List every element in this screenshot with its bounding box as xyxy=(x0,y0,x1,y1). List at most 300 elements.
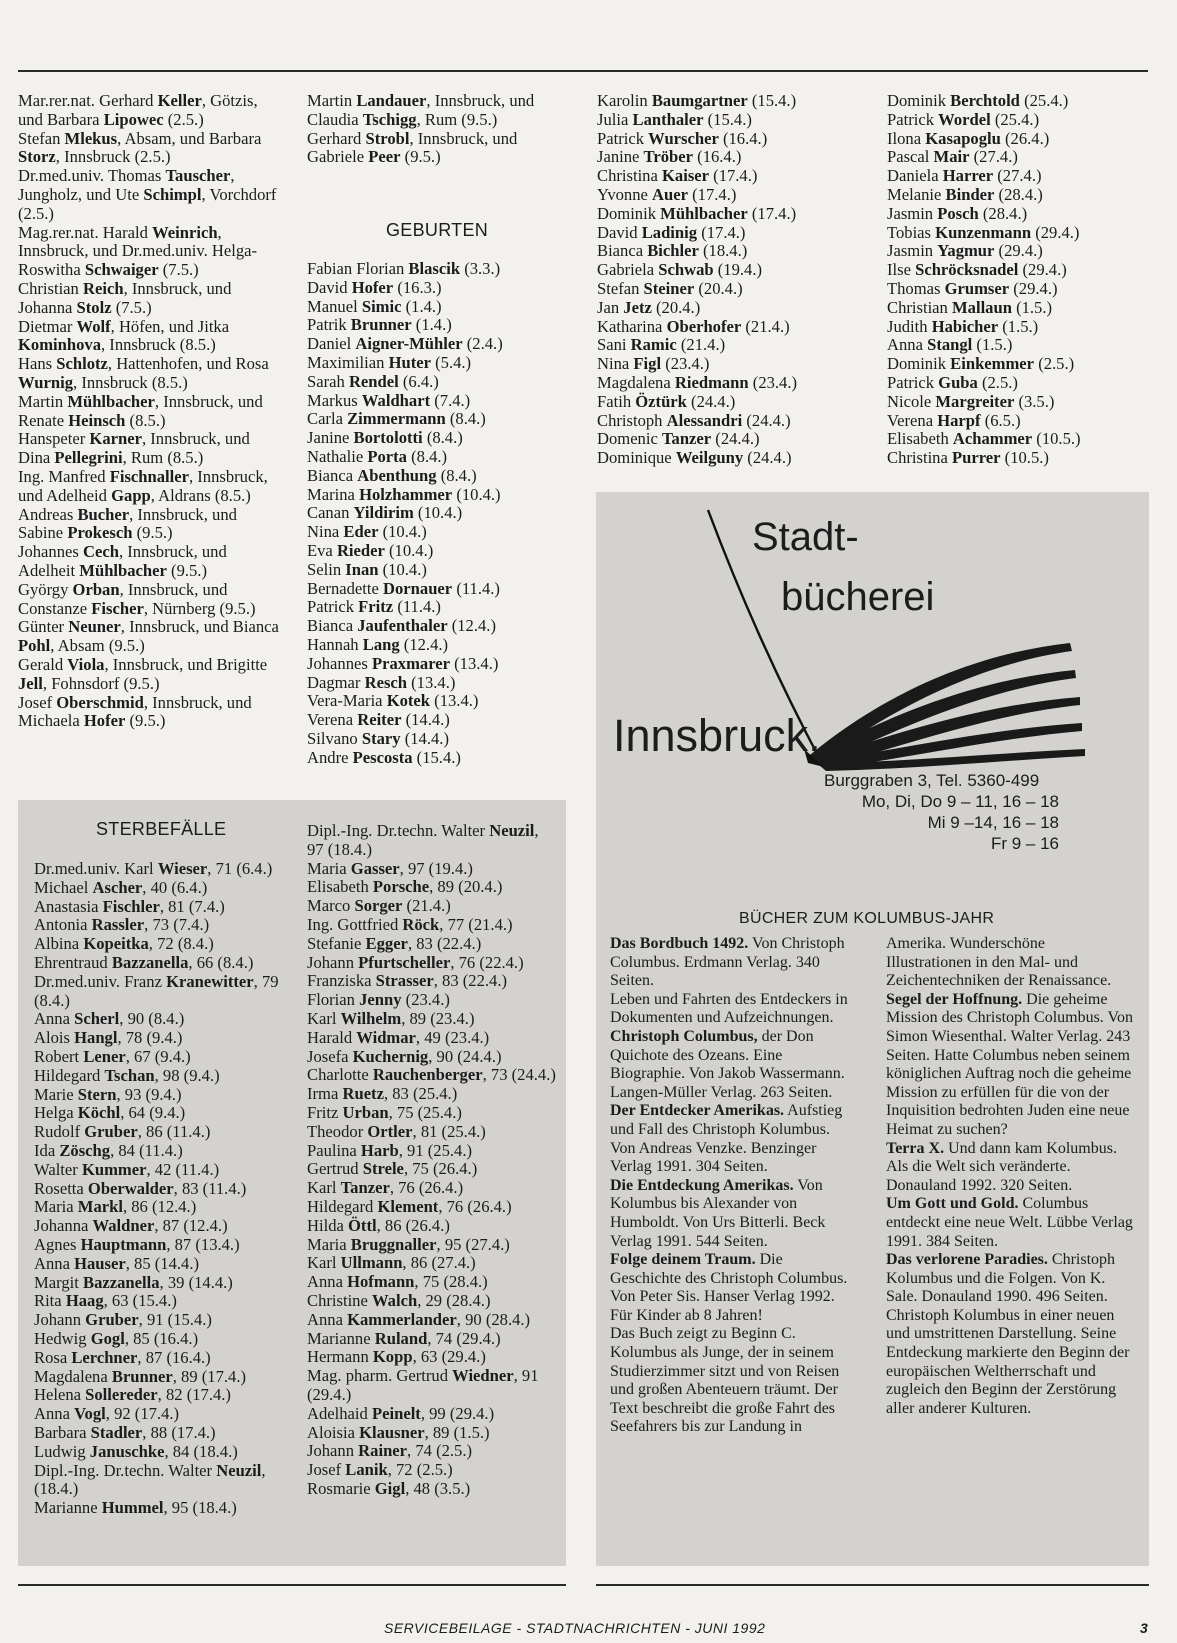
entry xyxy=(610,1102,856,1176)
entry-text: Christoph xyxy=(597,410,667,430)
entry-text: (2.5.) xyxy=(163,109,204,129)
entry xyxy=(307,561,569,580)
entry-text: Melanie xyxy=(887,184,946,204)
entry-text: , Innsbruck, und Dina xyxy=(18,429,250,468)
entry-text: , 49 (23.4.) xyxy=(415,1027,490,1047)
entry-text: Silvano xyxy=(307,728,362,748)
entry xyxy=(34,1086,286,1105)
entry xyxy=(34,1048,286,1067)
entry-bold-text: Gasser xyxy=(350,858,400,878)
entry xyxy=(886,1195,1134,1251)
entry-text: (24.4.) xyxy=(743,448,792,468)
entry xyxy=(610,1251,856,1325)
entry-text: , 82 (17.4.) xyxy=(157,1385,231,1405)
entry-text: , 79 (8.4.) xyxy=(34,971,279,1010)
entry-text: Tobias xyxy=(887,222,936,242)
entry-bold-text: Riedmann xyxy=(674,372,749,392)
entry-text: (24.4.) xyxy=(711,429,760,449)
entry-text: , 72 (8.4.) xyxy=(148,934,214,954)
entry xyxy=(18,393,280,431)
entry xyxy=(34,1311,286,1330)
entry-text: Elisabeth xyxy=(887,429,953,449)
entry xyxy=(887,412,1149,431)
entry-text: Ida xyxy=(34,1140,60,1160)
page-number: 3 xyxy=(1140,1620,1149,1636)
entry-text: (8.4.) xyxy=(422,428,463,448)
entry-text: , 86 (26.4.) xyxy=(376,1215,450,1235)
marriages-column-2 xyxy=(307,92,569,167)
entry-bold-text: Tröber xyxy=(643,147,694,167)
entry-text: Hanspeter xyxy=(18,429,90,449)
entry-text: (1.5.) xyxy=(1011,297,1053,317)
entry-text: Karl xyxy=(307,1178,341,1198)
entry xyxy=(307,373,569,392)
entry-text: Markus xyxy=(307,390,362,410)
entry-bold-text: Blascik xyxy=(408,259,461,278)
entry-text: , 64 (9.4.) xyxy=(120,1103,186,1123)
entry xyxy=(307,1104,559,1123)
entry-bold-text: Tanzer xyxy=(661,429,712,449)
entry xyxy=(34,1217,286,1236)
entry-text: Gerhard xyxy=(307,128,366,148)
entry-text: , Rum (8.5.) xyxy=(122,448,204,468)
entry-text: (25.4.) xyxy=(990,109,1040,129)
entry-bold-text: Walch xyxy=(372,1290,418,1310)
entry-text: (11.4.) xyxy=(452,578,500,598)
entry-text: Mag.rer.nat. Harald xyxy=(18,222,153,242)
entry-text: (26.4.) xyxy=(1000,128,1050,148)
entry-bold-text: Baumgartner xyxy=(651,91,748,110)
entry-bold-text: Purrer xyxy=(952,448,1001,468)
entry-text: Amerika. Wunderschöne Illustrationen in den Mal- und Zeichentechniken der Renaissance. xyxy=(886,935,1112,990)
entry xyxy=(307,335,569,354)
entry xyxy=(307,130,569,168)
entry-bold-text: Kominhova xyxy=(18,335,101,355)
entry-bold-text: Gruber xyxy=(84,1122,138,1142)
entry-text: (29.4.) xyxy=(994,241,1043,261)
entry-text: (9.5.) xyxy=(132,523,173,543)
entry-text: Franziska xyxy=(307,971,376,991)
entry xyxy=(34,973,286,1011)
entry-text: (15.4.) xyxy=(747,91,797,110)
entry-text: , Innsbruck, und Brigitte xyxy=(104,654,268,674)
entry-bold-text: Wurnig xyxy=(18,372,74,392)
entry-bold-text: Wiedner xyxy=(452,1366,514,1386)
entry-text: , 98 (9.4.) xyxy=(154,1065,220,1085)
entry-text: Gertrud xyxy=(307,1159,363,1179)
top-rule xyxy=(18,70,1148,72)
entry-text: Patrick xyxy=(887,109,939,129)
entry xyxy=(307,1142,559,1161)
entry-text: Martin xyxy=(307,91,357,110)
entry-bold-text: Schlotz xyxy=(56,354,108,374)
entry xyxy=(307,822,559,860)
entry-text: Helena xyxy=(34,1385,86,1405)
entry-bold-text: Mair xyxy=(933,147,970,167)
entry-bold-text: Vogl xyxy=(74,1404,106,1424)
entry-text: Andre xyxy=(307,747,353,767)
entry-bold-text: Jell xyxy=(18,673,43,693)
entry xyxy=(307,954,559,973)
entry-text: (15.4.) xyxy=(703,109,752,129)
entry-bold-text: Ramic xyxy=(630,335,677,355)
entry xyxy=(34,879,286,898)
entry xyxy=(307,580,569,599)
entry xyxy=(597,224,859,243)
entry-text: , 71 (6.4.) xyxy=(207,859,273,878)
entry xyxy=(18,656,280,694)
entry xyxy=(307,279,569,298)
entry-text: Ilse xyxy=(887,260,916,280)
entry-text: , 75 (25.4.) xyxy=(388,1102,462,1122)
entry-text: Jasmin xyxy=(887,203,938,223)
entry-bold-text: Posch xyxy=(937,203,979,223)
entry xyxy=(34,1067,286,1086)
entry xyxy=(307,598,569,617)
entry xyxy=(597,242,859,261)
entry xyxy=(18,280,280,318)
entry xyxy=(597,449,859,468)
entry-text: Bianca xyxy=(307,616,358,636)
entry-text: Hans xyxy=(18,354,57,374)
entry-text: (25.4.) xyxy=(1019,91,1069,110)
entry-text: , 88 (17.4.) xyxy=(142,1422,216,1442)
entry-text: Thomas xyxy=(887,278,945,298)
entry-bold-text: Bazzanella xyxy=(83,1272,160,1292)
entry-bold-text: Tauscher xyxy=(165,166,231,186)
entry xyxy=(18,318,280,356)
entry-bold-text: Weinrich xyxy=(152,222,218,242)
entry-text: Columbus entdeckt eine neue Welt. Lübbe Verlag 1991. 384 Seiten. xyxy=(886,1195,1133,1250)
entry xyxy=(307,1461,559,1480)
entry-bold-text: Fischler xyxy=(102,896,160,916)
entry-bold-text: Klement xyxy=(377,1196,439,1216)
entry-text: , 89 (1.5.) xyxy=(424,1422,490,1442)
entry-text: Johann xyxy=(307,1441,359,1461)
entry-text: (28.4.) xyxy=(978,203,1028,223)
entry-bold-text: Wurscher xyxy=(648,128,719,148)
entry-text: , 73 (7.4.) xyxy=(144,915,210,935)
entry xyxy=(34,1029,286,1048)
entry-text: Dipl.-Ing. Dr.techn. Walter xyxy=(34,1460,217,1480)
entry-text: Dominique xyxy=(597,448,676,468)
entry xyxy=(307,916,559,935)
entry-text: Dagmar xyxy=(307,672,365,692)
entry-text: Josef xyxy=(18,692,57,712)
births-column-4 xyxy=(887,92,1149,468)
ad-hours-mo-di-do: Mo, Di, Do 9 – 11, 16 – 18 xyxy=(861,792,1059,811)
entry xyxy=(307,542,569,561)
entry-text: , 87 (13.4.) xyxy=(166,1234,240,1254)
entry-text: Patrick xyxy=(887,372,939,392)
entry-text: , 93 (9.4.) xyxy=(116,1084,182,1104)
entry-bold-text: Lipowec xyxy=(103,109,164,129)
entry-bold-text: Kuchernig xyxy=(352,1046,429,1066)
entry-bold-text: Urban xyxy=(342,1102,389,1122)
entry-bold-text: Neuzil xyxy=(489,821,535,840)
entry-bold-text: Peinelt xyxy=(371,1403,421,1423)
entry-bold-text: Inan xyxy=(345,559,379,579)
entry-text: , (18.4.) xyxy=(34,1460,266,1499)
entry xyxy=(34,1424,286,1443)
entry-bold-text: Jetz xyxy=(623,297,652,317)
entry xyxy=(597,393,859,412)
entry-bold-text: Kotek xyxy=(386,691,431,711)
entry-text: (21.4.) xyxy=(402,896,451,916)
entry-bold-text: Reiter xyxy=(357,710,402,730)
entry xyxy=(307,354,569,373)
entry-bold-text: Bazzanella xyxy=(111,952,189,972)
entry-bold-text: Huter xyxy=(388,352,431,372)
entry-text: , 89 (20.4.) xyxy=(429,877,503,897)
entry-text: (27.4.) xyxy=(993,166,1042,186)
entry xyxy=(887,299,1149,318)
entry xyxy=(307,1292,559,1311)
entry-text: Die geheime Mission des Christoph Columbus. Von Simon Wiesenthal. Walter Verlag. 243 Seiten. Hatte Columbus neben seinem königlichen Auftrag noch die geheime Mission zu erfüllen für die von der Inquisition bedrohten Juden eine neue Heimat zu suchen? xyxy=(886,990,1134,1138)
entry xyxy=(887,148,1149,167)
entry xyxy=(307,730,569,749)
entry xyxy=(307,860,559,879)
entry-bold-text: Gapp xyxy=(111,485,151,505)
entry xyxy=(597,318,859,337)
entry-text: Nina xyxy=(597,354,634,374)
entry-text: , 85 (14.4.) xyxy=(125,1253,199,1273)
entry-text: (21.4.) xyxy=(676,335,726,355)
entry xyxy=(307,692,569,711)
entry-text: , 97 (18.4.) xyxy=(307,821,539,859)
entry-text: Stefanie xyxy=(307,933,366,953)
entry-bold-text: Ruland xyxy=(374,1328,428,1348)
entry-bold-text: Jaufenthaler xyxy=(357,616,448,636)
entry xyxy=(307,92,569,130)
entry-text: Helga xyxy=(34,1103,78,1123)
entry-text: , 74 (2.5.) xyxy=(407,1441,473,1461)
entry-text: (20.4.) xyxy=(694,278,743,298)
entry-text: Magdalena xyxy=(34,1366,112,1386)
entry xyxy=(307,298,569,317)
entry-text: Katharina xyxy=(597,316,667,336)
entry-text: (12.4.) xyxy=(447,616,496,636)
entry xyxy=(18,430,280,468)
entry xyxy=(597,374,859,393)
entry-bold-text: Gigl xyxy=(374,1478,406,1498)
entry-text: Karl xyxy=(307,1008,341,1028)
entry-text: , 73 (24.4.) xyxy=(482,1065,556,1085)
bottom-rule-left xyxy=(18,1584,566,1586)
entry-bold-text: Haag xyxy=(65,1291,104,1311)
entry-bold-text: Fischnaller xyxy=(109,466,189,486)
entry-bold-text: Oberwalder xyxy=(87,1178,174,1198)
entry-text: (1.5.) xyxy=(972,335,1013,355)
entry xyxy=(597,430,859,449)
entry-bold-text: Aigner-Mühler xyxy=(355,334,463,354)
ad-line-stadt: Stadt- xyxy=(752,515,859,559)
entry-text: , 67 (9.4.) xyxy=(125,1046,191,1066)
entry-bold-text: Strasser xyxy=(375,971,434,991)
entry xyxy=(610,991,856,1028)
entry-bold-text: Brunner xyxy=(350,315,412,335)
entry-bold-text: Hofer xyxy=(351,277,394,297)
entry-text: (12.4.) xyxy=(399,634,449,654)
entry-bold-text: Alessandri xyxy=(666,410,743,430)
entry-text: , 84 (11.4.) xyxy=(110,1140,183,1160)
entry-text: (16.4.) xyxy=(693,147,742,167)
entry-bold-text: Pfurtscheller xyxy=(358,952,451,972)
entry-text: Johannes xyxy=(307,653,372,673)
entry-text: Ehrentraud xyxy=(34,952,112,972)
entry-text: Ludwig xyxy=(34,1441,90,1461)
entry xyxy=(34,1330,286,1349)
entry-bold-text: Bortolotti xyxy=(353,428,423,448)
entry-text: Christine xyxy=(307,1290,372,1310)
entry xyxy=(307,1273,559,1292)
entry-text: (1.4.) xyxy=(401,296,442,316)
entry-text: (2.4.) xyxy=(462,334,503,354)
entry xyxy=(307,636,569,655)
entry-text: Anna xyxy=(307,1309,348,1329)
entry-text: (8.4.) xyxy=(436,465,477,485)
entry-text: (23.4.) xyxy=(401,990,450,1010)
entry xyxy=(307,429,569,448)
entry-text: (8.5.) xyxy=(125,410,166,430)
entry xyxy=(18,92,280,130)
entry-text: Verena xyxy=(887,410,938,430)
entry-text: Martin xyxy=(18,391,68,411)
entry xyxy=(307,1480,559,1499)
entry-text: (19.4.) xyxy=(713,260,763,280)
entry-bold-text: Fischer xyxy=(91,598,144,618)
entry-bold-text: Mallaun xyxy=(952,297,1012,317)
entry-text: , 72 (2.5.) xyxy=(387,1460,453,1480)
entry-text: , 87 (16.4.) xyxy=(137,1347,211,1367)
entry-text: , Absam (9.5.) xyxy=(50,636,145,656)
entry-bold-text: Kaiser xyxy=(662,166,710,186)
entry xyxy=(307,749,569,768)
entry-bold-text: Einkemmer xyxy=(950,354,1035,374)
entry-text: (7.5.) xyxy=(158,260,199,280)
entry-text: (2.5.) xyxy=(977,372,1018,392)
entry-text: Rita xyxy=(34,1291,66,1311)
entry xyxy=(18,355,280,393)
entry-text: , 39 (14.4.) xyxy=(159,1272,233,1292)
entry xyxy=(34,1142,286,1161)
entry xyxy=(34,1368,286,1387)
entry-text: , 86 (12.4.) xyxy=(122,1197,197,1217)
entry xyxy=(887,261,1149,280)
entry-text: (11.4.) xyxy=(393,597,441,617)
entry xyxy=(307,991,559,1010)
entry xyxy=(307,674,569,693)
entry xyxy=(307,1217,559,1236)
entry-text: Hannah xyxy=(307,634,363,654)
entry-text: , 86 (11.4.) xyxy=(137,1122,211,1142)
entry xyxy=(307,935,559,954)
entry-bold-text: Wordel xyxy=(938,109,991,129)
entry-text: (27.4.) xyxy=(969,147,1018,167)
entry-bold-text: Rainer xyxy=(358,1441,408,1461)
entry-text: Mar.rer.nat. Gerhard xyxy=(18,91,158,110)
entry xyxy=(887,242,1149,261)
entry-text: Anna xyxy=(307,1272,348,1292)
entry-text: , 81 (7.4.) xyxy=(159,896,225,916)
entry-text: Die Geschichte des Christoph Columbus. Von Peter Sis. Hanser Verlag 1992. Für Kinder ab 8 Jahren! xyxy=(610,1251,848,1324)
entry-text: Canan xyxy=(307,503,354,523)
entry-bold-text: Ascher xyxy=(92,877,143,897)
entry xyxy=(34,1236,286,1255)
entry-text: (16.4.) xyxy=(718,128,768,148)
entry-bold-text: Harb xyxy=(360,1140,399,1160)
entry-text: , Innsbruck, und Bianca xyxy=(120,617,279,637)
books-column-2 xyxy=(886,935,1134,1418)
entry-bold-text: Viola xyxy=(67,654,105,674)
entry-bold-text: Abenthung xyxy=(357,465,437,485)
entry-text: Dr.med.univ. Franz xyxy=(34,971,167,991)
entry-text: (17.4.) xyxy=(697,222,746,242)
entry-text: Hedwig xyxy=(34,1328,91,1348)
entry xyxy=(307,1085,559,1104)
entry-bold-text: Yildirim xyxy=(353,503,414,523)
entry xyxy=(887,318,1149,337)
entry xyxy=(18,543,280,581)
entry-text: Ilona xyxy=(887,128,926,148)
entry-text: Leben und Fahrten des Entdeckers in Dokumenten und Aufzeichnungen. xyxy=(610,990,848,1027)
entry-text: Magdalena xyxy=(597,372,675,392)
entry xyxy=(18,694,280,732)
ad-line-buecherei: bücherei xyxy=(781,575,935,619)
entry-bold-text: Rieder xyxy=(336,540,385,560)
entry-text: (13.4.) xyxy=(407,672,456,692)
entry-bold-text: Markl xyxy=(77,1197,123,1217)
entry xyxy=(307,1048,559,1067)
entry-bold-text: Mlekus xyxy=(64,128,118,148)
entry-bold-text: Hangl xyxy=(74,1028,118,1048)
entry-text: Robert xyxy=(34,1046,84,1066)
entry-text: , Rum (9.5.) xyxy=(416,109,498,129)
entry-bold-text: Reich xyxy=(83,278,124,298)
entry-text: Mag. pharm. Gertrud xyxy=(307,1366,453,1386)
entry-text: Patrick xyxy=(597,128,649,148)
entry-text: Jan xyxy=(597,297,624,317)
entry-text: Marianne xyxy=(34,1498,102,1518)
entry xyxy=(34,860,286,879)
entry-text: Eva xyxy=(307,540,337,560)
entry-bold-text: Ortler xyxy=(367,1121,413,1141)
entry xyxy=(307,486,569,505)
entry-text: Fatih xyxy=(597,391,636,411)
ad-hours-mi: Mi 9 –14, 16 – 18 xyxy=(927,813,1059,832)
entry-text: , Innsbruck, und Renate xyxy=(18,391,263,430)
entry-bold-text: Wieser xyxy=(157,859,208,878)
entry xyxy=(307,878,559,897)
entry-text: der Don Quichote des Ozeans. Eine Biographie. Von Jakob Wassermann. Langen-Müller Verlag. 263 Seiten. xyxy=(610,1027,845,1101)
entry-bold-text: Schimpl xyxy=(143,184,202,204)
entry-bold-text: Bichler xyxy=(647,241,699,261)
entry-bold-text: Terra X. xyxy=(886,1139,945,1157)
entry-text: Maria xyxy=(307,1234,351,1254)
entry-text: (6.4.) xyxy=(398,371,439,391)
entry-text: Christian xyxy=(887,297,952,317)
entry-bold-text: Margreiter xyxy=(935,391,1015,411)
entry-text: , 86 (27.4.) xyxy=(402,1253,476,1273)
entry-text: (9.5.) xyxy=(166,560,207,580)
entry xyxy=(597,355,859,374)
entry-bold-text: Januschke xyxy=(89,1441,165,1461)
entry-text: Christina xyxy=(597,166,662,186)
entry-text: Rosmarie xyxy=(307,1478,375,1498)
entry-bold-text: Weilguny xyxy=(675,448,744,468)
entry-bold-text: Das Bordbuch 1492. xyxy=(610,935,749,952)
entry-bold-text: Neuzil xyxy=(216,1460,262,1480)
